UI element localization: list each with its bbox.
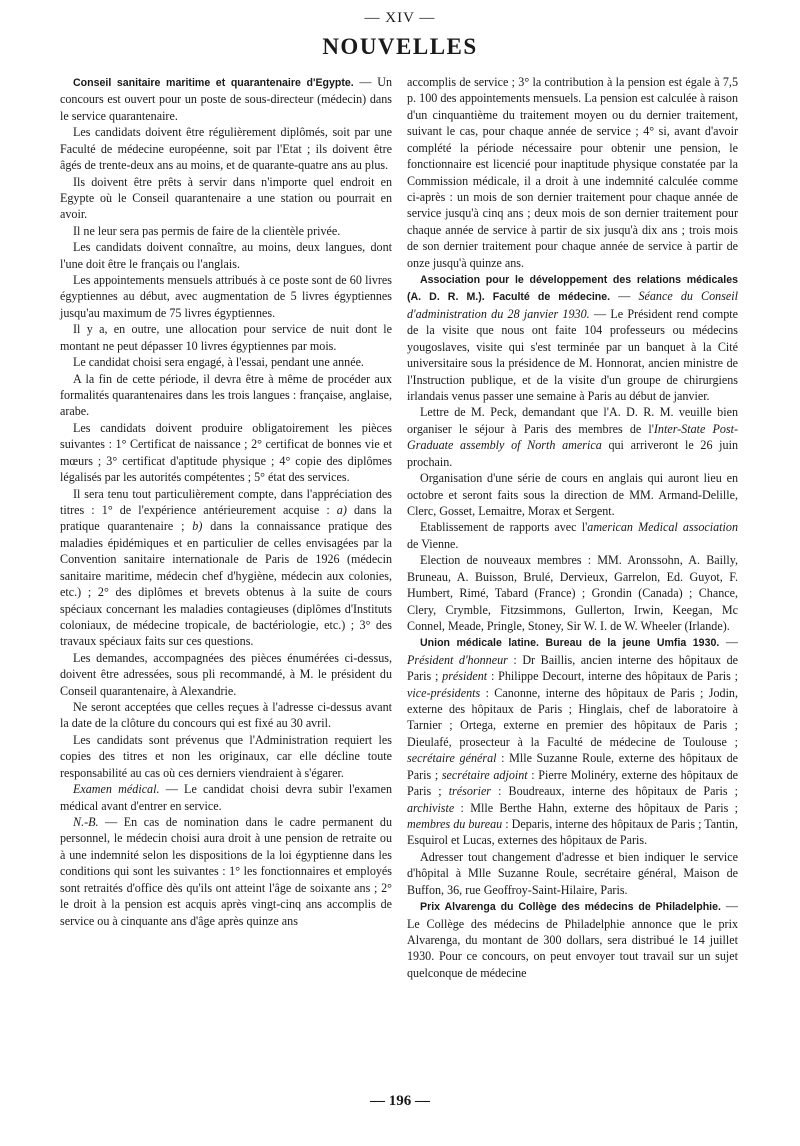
paragraph-formalites: A la fin de cette période, il devra être à même de procéder aux formalités quarantenaires dans les trois langues : française, anglaise, arabe.	[60, 371, 392, 419]
umfia-role-archiviste: archiviste	[407, 800, 455, 815]
peck-text-1: Lettre de M. Peck, demandant que l'A. D. R. M. veuille bien organiser le séjour à Paris des membres de l'	[407, 405, 738, 436]
paragraph-cours: Organisation d'une série de cours en anglais qui auront lieu en octobre et seront faits sous la direction de MM. Armand-Delille, Clerc, Gosset, Lemaitre, Morax et Sergent.	[407, 471, 738, 518]
nb-label: N.-B.	[73, 814, 99, 829]
prix-text: — Le Collège des médecins de Philadelphie annonce que le prix Alvarenga, du montant de 300 dollars, sera distribué le 14 juillet 1930. Pour ce concours, on peut envoyer tout travail sur un sujet quelconque de médecine	[407, 899, 738, 980]
conseil-heading: Conseil sanitaire maritime et quarantenaire d'Egypte.	[73, 77, 354, 89]
umfia-text-5: : Mlle Suzanne Roule, externe des hôpitaux de Paris ;	[407, 751, 739, 782]
umfia-role-president: président	[442, 669, 488, 684]
paragraph-rapports	[407, 519, 738, 552]
peck-italic: Inter-State Post-Graduate assembly of North america	[407, 421, 739, 453]
paragraph-demandes: Les demandes, accompagnées des pièces énumérées ci-dessus, doivent être adressées, sous pli recommandé, à M. le président du Conseil quarantenaire, à Alexandrie.	[60, 650, 392, 698]
paragraph-adresser: Adresser tout changement d'adresse et bien indiquer le service d'hôpital à Mlle Suzanne Roule, secrétaire général, Maison de Buffon, 36, rue Geoffroy-Saint-Hilaire, Paris.	[407, 849, 738, 897]
paragraph-diplomes: Les candidats doivent être régulièrement diplômés, soit par une Faculté de médecine européenne, soit par l'Etat ; ils doivent être âgés de trente-deux ans au moins, et de quarante-quatre ans au plus.	[60, 125, 392, 173]
umfia-text-3: : Philippe Decourt, interne des hôpitaux de Paris ;	[487, 669, 738, 684]
paragraph-recues: Ne seront acceptées que celles reçues à l'adresse ci-dessus avant la date de la clôture du concours qui est fixé au 30 avril.	[60, 700, 392, 731]
page-title: NOUVELLES	[322, 34, 478, 59]
titres-text-2: dans la pratique quarantenaire ;	[60, 502, 392, 534]
umfia-heading: Union médicale latine. Bureau de la jeune Umfia 1930.	[420, 637, 720, 650]
titres-text-1: Il sera tenu tout particulièrement compte, dans l'appréciation des titres : 1° de l'expérience antérieurement acquise :	[60, 486, 392, 517]
umfia-text-9: : Deparis, interne des hôpitaux de Paris ; Tantin, Esquirol et Lucas, externes des hôpitaux de Paris.	[407, 816, 738, 848]
umfia-text-6: : Pierre Molinéry, externe des hôpitaux de Paris ;	[407, 767, 738, 799]
adrm-text: — Le Président rend compte de la visite que nous ont faite 104 professeurs ou médecins yougoslaves, visite qui s'est terminée par un banquet à la Cité universitaire sous la présidence de M. Honnorat, ancien ministre de l'Instruction publique, et de la visite d'un groupe de chirurgiens irlandais venus passer une semaine à Paris au début de janvier.	[407, 306, 739, 404]
umfia-text-2: : Dr Baillis, ancien interne des hôpitaux de Paris ;	[407, 652, 738, 684]
paragraph-examen	[60, 781, 392, 814]
umfia-paragraph	[407, 634, 738, 848]
rapports-italic: american Medical association	[587, 520, 738, 535]
umfia-text-7: : Boudreaux, interne des hôpitaux de Paris ;	[491, 784, 738, 799]
peck-text-2: qui arriveront le 26 juin prochain.	[407, 438, 738, 469]
titres-item-a: a)	[336, 502, 347, 517]
paragraph-nb	[60, 814, 392, 929]
prix-paragraph	[407, 898, 738, 981]
examen-text: — Le candidat choisi devra subir l'examen médical avant d'entrer en service.	[60, 782, 393, 813]
adrm-heading: Association pour le développement des relations médicales (A. D. R. M.). Faculté de médecine.	[407, 274, 738, 304]
paragraph-clientele: Il ne leur sera pas permis de faire de la clientèle privée.	[73, 223, 341, 238]
adrm-seance: Séance du Conseil d'administration du 28 janvier 1930.	[407, 289, 738, 321]
paragraph-appointements: Les appointements mensuels attribués à ce poste sont de 60 livres égyptiennes au début, avec augmentation de 5 livres égyptiennes jusqu'au maximum de 75 livres égyptiennes.	[60, 273, 392, 320]
umfia-role-tresorier: trésorier	[448, 784, 492, 799]
umfia-role-president-honneur: Président d'honneur	[407, 652, 508, 667]
conseil-intro: — Un concours est ouvert pour un poste de sous-directeur (médecin) dans le service quarantenaire.	[60, 75, 392, 123]
paragraph-peck	[407, 404, 738, 470]
right-column	[407, 74, 738, 981]
conseil-paragraph	[60, 74, 392, 124]
rapports-text-2: de Vienne.	[407, 536, 459, 551]
adrm-dash: —	[610, 289, 639, 304]
paragraph-election: Election de nouveaux membres : MM. Aronssohn, A. Bailly, Bruneau, A. Buisson, Brulé, Dervieux, Garrelon, Ed. Guyot, F. Humbert, Rimé, Tabard (France) ; Grondin (Canada) ; Chance, Clery, Crymble, Fitzsimmons, Gullerton, Irwin, Keegan, Mc Connel, Meade, Pringle, Stoney, Sir W. I. de W. Wheeler (Irlande).	[407, 553, 738, 633]
paragraph-allocation: Il y a, en outre, une allocation pour service de nuit dont le montant ne peut dépasser 10 livres égyptiennes par mois.	[60, 322, 392, 353]
paragraph-pension: accomplis de service ; 3° la contribution à la pension est égale à 7,5 p. 100 des appointements mensuels. La pension est calculée à raison d'un cinquantième du traitement moyen ou du dernier traitement, suivant le cas, pour chaque année de service ; 4° si, avant d'avoir complété la période nécessaire pour obtenir une pension, le fonctionnaire est licencié pour inaptitude physique constatée par la Commission médicale, il a droit à une indemnité calculée comme ci-après : un mois de son dernier traitement pour chaque année de service jusqu'à cinq ans ; deux mois de son dernier traitement pour chaque année de service à partir de six jusqu'à dix ans ; trois mois de son dernier traitement pour chaque année de service à partir de onze jusqu'à quinze ans.	[407, 75, 738, 270]
adrm-paragraph	[407, 271, 738, 404]
page-header-roman-number: — XIV —	[364, 10, 436, 26]
paragraph-pieces: Les candidats doivent produire obligatoirement les pièces suivantes : 1° Certificat de naissance ; 2° certificat de bonnes vie et mœurs ; 3° certificat d'aptitude physique ; 4° copie des diplômes légalisés par les autorités compétentes ; 5° état des services.	[60, 420, 392, 485]
paragraph-essai: Le candidat choisi sera engagé, à l'essai, pendant une année.	[73, 355, 364, 370]
umfia-role-secretaire-general: secrétaire général	[407, 751, 497, 766]
titres-item-b: b)	[192, 519, 203, 534]
paragraph-langues: Les candidats doivent connaître, au moins, deux langues, dont l'une doit être le français ou l'anglais.	[60, 240, 392, 271]
rapports-text-1: Etablissement de rapports avec l'	[420, 520, 588, 535]
paragraph-prevenus: Les candidats sont prévenus que l'Administration requiert les copies des titres et non les originaux, car elle décline toute responsabilité au cas où ces derniers viendraient à s'égarer.	[60, 732, 392, 780]
paragraph-titres	[60, 486, 392, 650]
examen-label: Examen médical.	[73, 782, 160, 797]
umfia-text-1: —	[719, 635, 738, 650]
umfia-role-membres-bureau: membres du bureau	[407, 816, 503, 831]
titres-text-3: dans la connaissance pratique des maladies épidémiques et en particulier de celles envisagées par la Convention sanitaire internationale de Paris de 1926 (médecin sanitaire maritime, médecin chef d'hygiène, médecin aux colonies, etc.) ; 2° des diplômes et brevets obtenus à la suite de cours spéciaux concernant les maladies contagieuses (diplômes d'Instituts coloniaux, de médecine tropicale, de bactériologie, etc.) ; 3° des travaux spéciaux faits sur ces questions.	[60, 519, 392, 649]
umfia-role-secretaire-adjoint: secrétaire adjoint	[441, 767, 528, 782]
nb-text: — En cas de nomination dans le cadre permanent du personnel, le médecin choisi aura droit à une pension de retraite ou à une indemnité selon les dispositions de la loi égyptienne dans les conditions qui sont les suivantes : 1° les fonctionnaires et employés sont retraités d'office dès qu'ils ont atteint l'âge de soixante ans ; 2° le droit à la pension est acquis après vingt-cinq ans accomplis de service ou à cinquante ans d'âge après quinze ans	[60, 814, 392, 928]
umfia-text-8: : Mlle Berthe Hahn, externe des hôpitaux de Paris ;	[454, 800, 738, 815]
left-column	[60, 74, 392, 929]
paragraph-servir: Ils doivent être prêts à servir dans n'importe quel endroit en Egypte où le Conseil quarantenaire a une station ou pourrait en avoir.	[60, 174, 392, 222]
umfia-text-4: : Canonne, interne des hôpitaux de Paris ; Jodin, externe des hôpitaux de Paris ; Hinglais, chef de laboratoire à Tarnier ; Ortega, externe en premier des hôpitaux de Paris ; Dieulafé, prosecteur à la Faculté de médecine de Toulouse ;	[407, 685, 738, 749]
prix-heading: Prix Alvarenga du Collège des médecins de Philadelphie.	[420, 901, 721, 914]
page-number-footer: — 196 —	[370, 1093, 430, 1109]
umfia-role-vice-presidents: vice-présidents	[407, 685, 481, 700]
